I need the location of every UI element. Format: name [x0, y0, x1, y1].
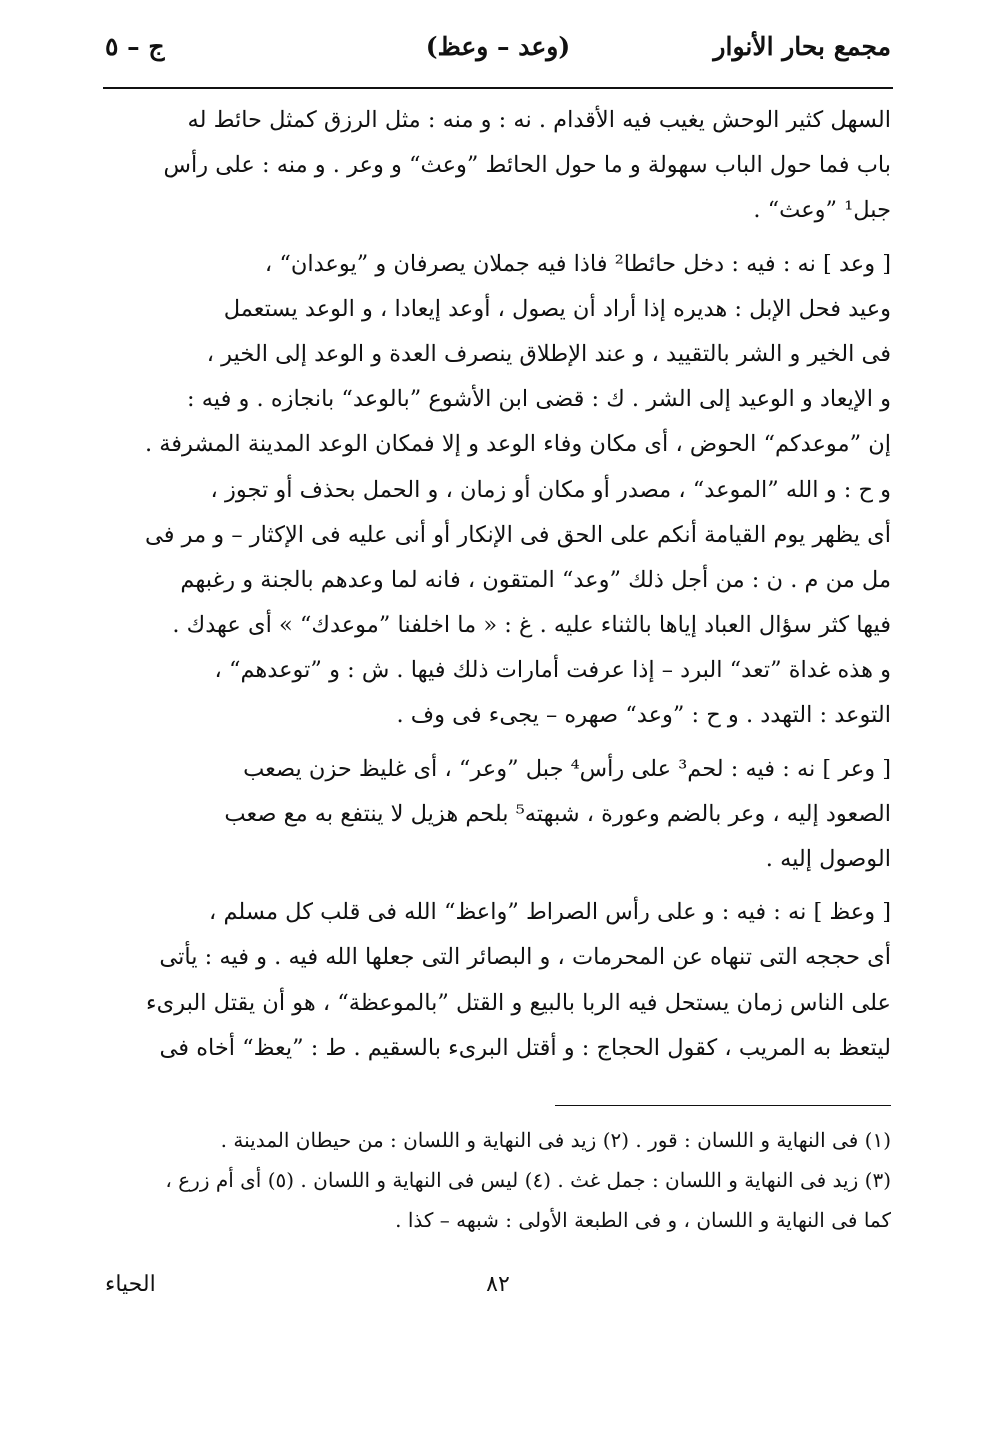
- entry-waar: [105, 747, 891, 883]
- footnote-rule: [555, 1105, 891, 1106]
- text-line: مل من م . ن : من أجل ذلك ”وعد“ المتقون ، فانه لما وعدهم بالجنة و رغبهم: [180, 566, 891, 593]
- page-footer: [105, 1272, 891, 1308]
- text-line: إن ”موعدكم“ الحوض ، أى مكان وفاء الوعد و إلا فمكان الوعد المدينة المشرفة .: [144, 431, 891, 458]
- text-line: ليتعظ به المريب ، كقول الحجاج : و أقتل البرىء بالسقيم . ط : ”يعظ“ أخاه فى: [159, 1034, 891, 1061]
- page-number: ٨٢: [486, 1272, 510, 1297]
- text-line: أى حججه التى تنهاه عن المحرمات ، و البصائر التى جعلها الله فيه . و فيه : يأتى: [159, 944, 891, 971]
- text-line: [ وعظ ] نه : فيه : و على رأس الصراط ”واعظ“ الله فى قلب كل مسلم ،: [209, 899, 891, 926]
- volume-number: ج – ٥: [105, 32, 165, 61]
- text-line: [ وعر ] نه : فيه : لحم³ على رأس⁴ جبل ”وعر“ ، أى غليظ حزن يصعب: [243, 755, 891, 782]
- text-line: فى الخير و الشر بالتقييد ، و عند الإطلاق ينصرف العدة و الوعد إلى الخير ،: [206, 340, 891, 367]
- text-line: أى يظهر يوم القيامة أنكم على الحق فى الإنكار أو أنى عليه فى الإكثار – و مر فى: [145, 521, 891, 548]
- text-line: الوصول إليه .: [765, 846, 891, 872]
- text-line: و ح : و الله ”الموعد“ ، مصدر أو مكان أو زمان ، و الحمل بحذف أو تجوز ،: [210, 476, 891, 503]
- header-rule: [103, 87, 893, 89]
- text-line: باب فما حول الباب سهولة و ما حول الحائط ”وعث“ و وعر . و منه : على رأس: [163, 152, 891, 179]
- text-line: و هذه غداة ”تعد“ البرد – إذا عرفت أمارات ذلك فيها . ش : و ”توعدهم“ ،: [214, 657, 891, 684]
- text-line: الصعود إليه ، وعر بالضم وعورة ، شبهته⁵ بلحم هزيل لا ينتفع به مع صعب: [224, 800, 891, 827]
- text-line: و الإيعاد و الوعيد إلى الشر . ك : قضى ابن الأشوع ”بالوعد“ بانجازه . و فيه :: [187, 386, 891, 413]
- catchword: الحياء: [105, 1272, 156, 1297]
- text-line: التوعد : التهدد . و ح : ”وعد“ صهره – يجىء فى وف .: [396, 702, 891, 729]
- entry-waad: [105, 242, 891, 739]
- text-line: السهل كثير الوحش يغيب فيه الأقدام . نه : و منه : مثل الرزق كمثل حائط له: [187, 107, 891, 133]
- paragraph-wath: [105, 98, 891, 234]
- entry-waaz: [105, 890, 891, 1071]
- running-header: [105, 32, 891, 72]
- text-line: وعيد فحل الإبل : هديره إذا أراد أن يصول ، أوعد إيعادا ، و الوعد يستعمل: [223, 295, 891, 322]
- entry-range: (وعد – وعظ): [425, 32, 571, 61]
- footnote-line: (٣) زيد فى النهاية و اللسان : جمل غث . (٤) ليس فى النهاية و اللسان . (٥) أى أم زرع ،: [165, 1168, 891, 1192]
- footnotes: [105, 1120, 891, 1240]
- book-title: مجمع بحار الأنوار: [713, 32, 891, 61]
- main-text: [105, 98, 891, 1071]
- text-line: فيها كثر سؤال العباد إياها بالثناء عليه . غ : « ما اخلفنا ”موعدك“ » أى عهدك .: [172, 612, 891, 639]
- text-line: جبل¹ ”وعث“ .: [753, 197, 891, 224]
- text-line: [ وعد ] نه : فيه : دخل حائطا² فاذا فيه جملان يصرفان و ”يوعدان“ ،: [264, 250, 891, 277]
- footnote-line: (١) فى النهاية و اللسان : قور . (٢) زيد فى النهاية و اللسان : من حيطان المدينة .: [220, 1128, 891, 1152]
- footnote-line: كما فى النهاية و اللسان ، و فى الطبعة الأولى : شبهه – كذا .: [395, 1208, 891, 1232]
- text-line: على الناس زمان يستحل فيه الربا بالبيع و القتل ”بالموعظة“ ، هو أن يقتل البرىء: [146, 989, 891, 1016]
